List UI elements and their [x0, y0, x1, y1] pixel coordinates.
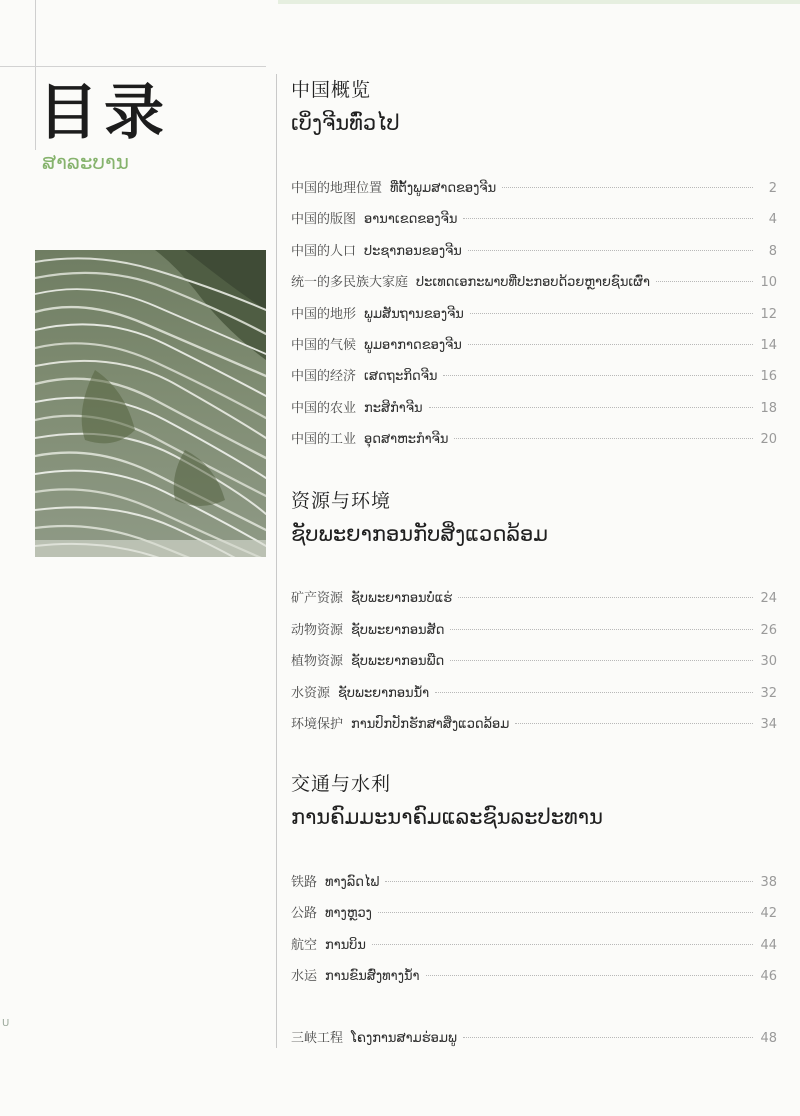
dot-leader: [429, 407, 753, 408]
toc-entry[interactable]: [291, 305, 777, 325]
toc-page-number: 8: [768, 243, 777, 259]
toc-entry-title-zh: 航空: [291, 937, 318, 953]
toc-entry[interactable]: [291, 336, 777, 356]
dot-leader: [450, 660, 753, 661]
toc-entry-title-lao: ການບິນ: [325, 937, 366, 953]
rice-terraces-photo: [35, 250, 266, 557]
toc-entry[interactable]: [291, 936, 777, 956]
toc-entry-title-lao: ພູມສັນຖານຂອງຈີນ: [364, 306, 464, 322]
toc-entry-title-zh: 中国的农业: [291, 400, 357, 416]
dot-leader: [470, 313, 753, 314]
toc-page-number: 20: [760, 432, 777, 448]
top-accent-line: [278, 0, 800, 4]
toc-entry-title-lao: ເສດຖະກິດຈີນ: [364, 369, 438, 385]
dot-leader: [372, 944, 753, 945]
toc-entry-title-lao: ທາງລົດໄຟ: [325, 875, 380, 890]
toc-entry-title-zh: 三峡工程: [291, 1031, 344, 1046]
section-title-lao: ການຄົມມະນາຄົມແລະຊົນລະປະທານ: [291, 805, 603, 829]
toc-entry[interactable]: [291, 1029, 777, 1049]
toc-entry[interactable]: [291, 399, 777, 419]
toc-entry-title-zh: 铁路: [291, 875, 318, 890]
toc-page-number: 18: [760, 400, 777, 416]
toc-entry[interactable]: [291, 589, 777, 609]
dot-leader: [468, 250, 753, 251]
section-title-lao: ເບິ່ງຈີນທົ່ວໄປ: [291, 111, 400, 135]
toc-entry[interactable]: [291, 430, 777, 450]
toc-entry-title-lao: ຊັບພະຍາກອນບໍ່ແຮ່: [351, 591, 453, 606]
column-divider: [276, 74, 277, 1048]
section-heading: [291, 772, 603, 832]
toc-entry-title-zh: 水运: [291, 968, 318, 984]
toc-entry-title-zh: 中国的地形: [291, 306, 357, 322]
section-title-zh: 交通与水利: [291, 773, 392, 795]
toc-page-number: 26: [760, 622, 777, 638]
section-heading: [291, 78, 400, 138]
toc-page-number: 34: [760, 717, 777, 732]
toc-entry-title-lao: ກະສິກຳຈີນ: [364, 400, 423, 416]
toc-page-number: 14: [760, 338, 777, 353]
side-mark: U: [2, 1018, 10, 1029]
dot-leader: [656, 281, 753, 282]
dot-leader: [468, 344, 753, 345]
toc-page-number: 24: [760, 591, 777, 606]
toc-entry-title-zh: 植物资源: [291, 654, 344, 669]
toc-page-number: 12: [760, 306, 777, 322]
section-title-zh: 资源与环境: [291, 490, 392, 512]
section-title-zh: 中国概览: [291, 79, 372, 101]
toc-page-number: 32: [760, 685, 777, 701]
dot-leader: [378, 912, 753, 913]
toc-entry[interactable]: [291, 367, 777, 387]
toc-entry[interactable]: [291, 179, 777, 199]
toc-entry[interactable]: [291, 873, 777, 893]
toc-page-number: 2: [768, 181, 777, 196]
toc-page-number: 42: [760, 906, 777, 922]
toc-entry-title-zh: 水资源: [291, 685, 331, 701]
page-title: 目录: [38, 78, 170, 148]
toc-entry-title-lao: ການຂົນສົ່ງທາງນ້ຳ: [325, 968, 420, 984]
toc-entry-title-lao: ປະຊາກອນຂອງຈີນ: [364, 243, 462, 259]
toc-entry-title-lao: ໂຄງການສາມຮ່ອມພູ: [351, 1031, 457, 1046]
dot-leader: [463, 1037, 753, 1038]
toc-entry[interactable]: [291, 715, 777, 735]
dot-leader: [458, 597, 753, 598]
top-horizontal-rule: [0, 66, 266, 67]
dot-leader: [502, 187, 753, 188]
toc-entry-title-lao: ທີ່ຕັ້ງພູມສາດຂອງຈີນ: [390, 181, 497, 196]
toc-page-number: 10: [760, 275, 777, 291]
toc-entry-title-zh: 环境保护: [291, 717, 344, 732]
toc-entry-title-zh: 矿产资源: [291, 591, 344, 606]
left-vertical-rule: [35, 0, 36, 150]
dot-leader: [450, 629, 753, 630]
dot-leader: [463, 218, 753, 219]
toc-page-number: 44: [760, 937, 777, 953]
dot-leader: [385, 881, 753, 882]
toc-page-number: 48: [760, 1031, 777, 1046]
dot-leader: [515, 723, 753, 724]
toc-entry-title-zh: 统一的多民族大家庭: [291, 275, 409, 291]
toc-entry-title-lao: ອຸດສາຫະກຳຈີນ: [364, 432, 449, 448]
toc-entry[interactable]: [291, 273, 777, 293]
toc-entry[interactable]: [291, 652, 777, 672]
dot-leader: [435, 692, 753, 693]
toc-page-number: 30: [760, 654, 777, 669]
toc-entry-title-zh: 中国的工业: [291, 432, 357, 448]
toc-page-number: 46: [760, 968, 777, 984]
section-heading: [291, 489, 548, 549]
toc-entry-title-lao: ທາງຫຼວງ: [325, 906, 372, 922]
page-title-lao: ສາລະບານ: [42, 150, 129, 174]
toc-entry[interactable]: [291, 210, 777, 230]
toc-entry[interactable]: [291, 684, 777, 704]
dot-leader: [426, 975, 753, 976]
toc-page-number: 4: [768, 212, 777, 228]
toc-entry-title-zh: 中国的人口: [291, 243, 357, 259]
toc-page-number: 38: [760, 875, 777, 890]
toc-entry-title-lao: ຊັບພະຍາກອນນ້ຳ: [338, 685, 430, 701]
toc-entry-title-zh: 动物资源: [291, 622, 344, 638]
toc-entry-title-zh: 公路: [291, 906, 318, 922]
toc-entry-title-zh: 中国的经济: [291, 369, 357, 385]
toc-entry-title-lao: ຊັບພະຍາກອນພືດ: [351, 654, 445, 669]
toc-entry[interactable]: [291, 242, 777, 262]
dot-leader: [443, 375, 753, 376]
dot-leader: [454, 438, 753, 439]
toc-entry-title-lao: ອານາເຂດຂອງຈີນ: [364, 212, 458, 228]
toc-entry-title-lao: ປະເທດເອກະພາບທີ່ປະກອບດ້ວຍຫຼາຍຊົນເຜົ່າ: [416, 275, 650, 291]
section-title-lao: ຊັບພະຍາກອນກັບສິ່ງແວດລ້ອມ: [291, 522, 549, 546]
toc-entry-title-lao: ພູມອາກາດຂອງຈີນ: [364, 338, 462, 353]
toc-page-number: 16: [760, 369, 777, 385]
toc-entry[interactable]: [291, 967, 777, 987]
toc-entry-title-zh: 中国的地理位置: [291, 181, 383, 196]
toc-entry-title-lao: ການປົກປັກຮັກສາສິ່ງແວດລ້ອມ: [351, 717, 510, 732]
toc-entry-title-lao: ຊັບພະຍາກອນສັດ: [351, 622, 445, 638]
toc-entry-title-zh: 中国的气候: [291, 338, 357, 353]
toc-entry[interactable]: [291, 904, 777, 924]
toc-entry-title-zh: 中国的版图: [291, 212, 357, 228]
toc-entry[interactable]: [291, 621, 777, 641]
